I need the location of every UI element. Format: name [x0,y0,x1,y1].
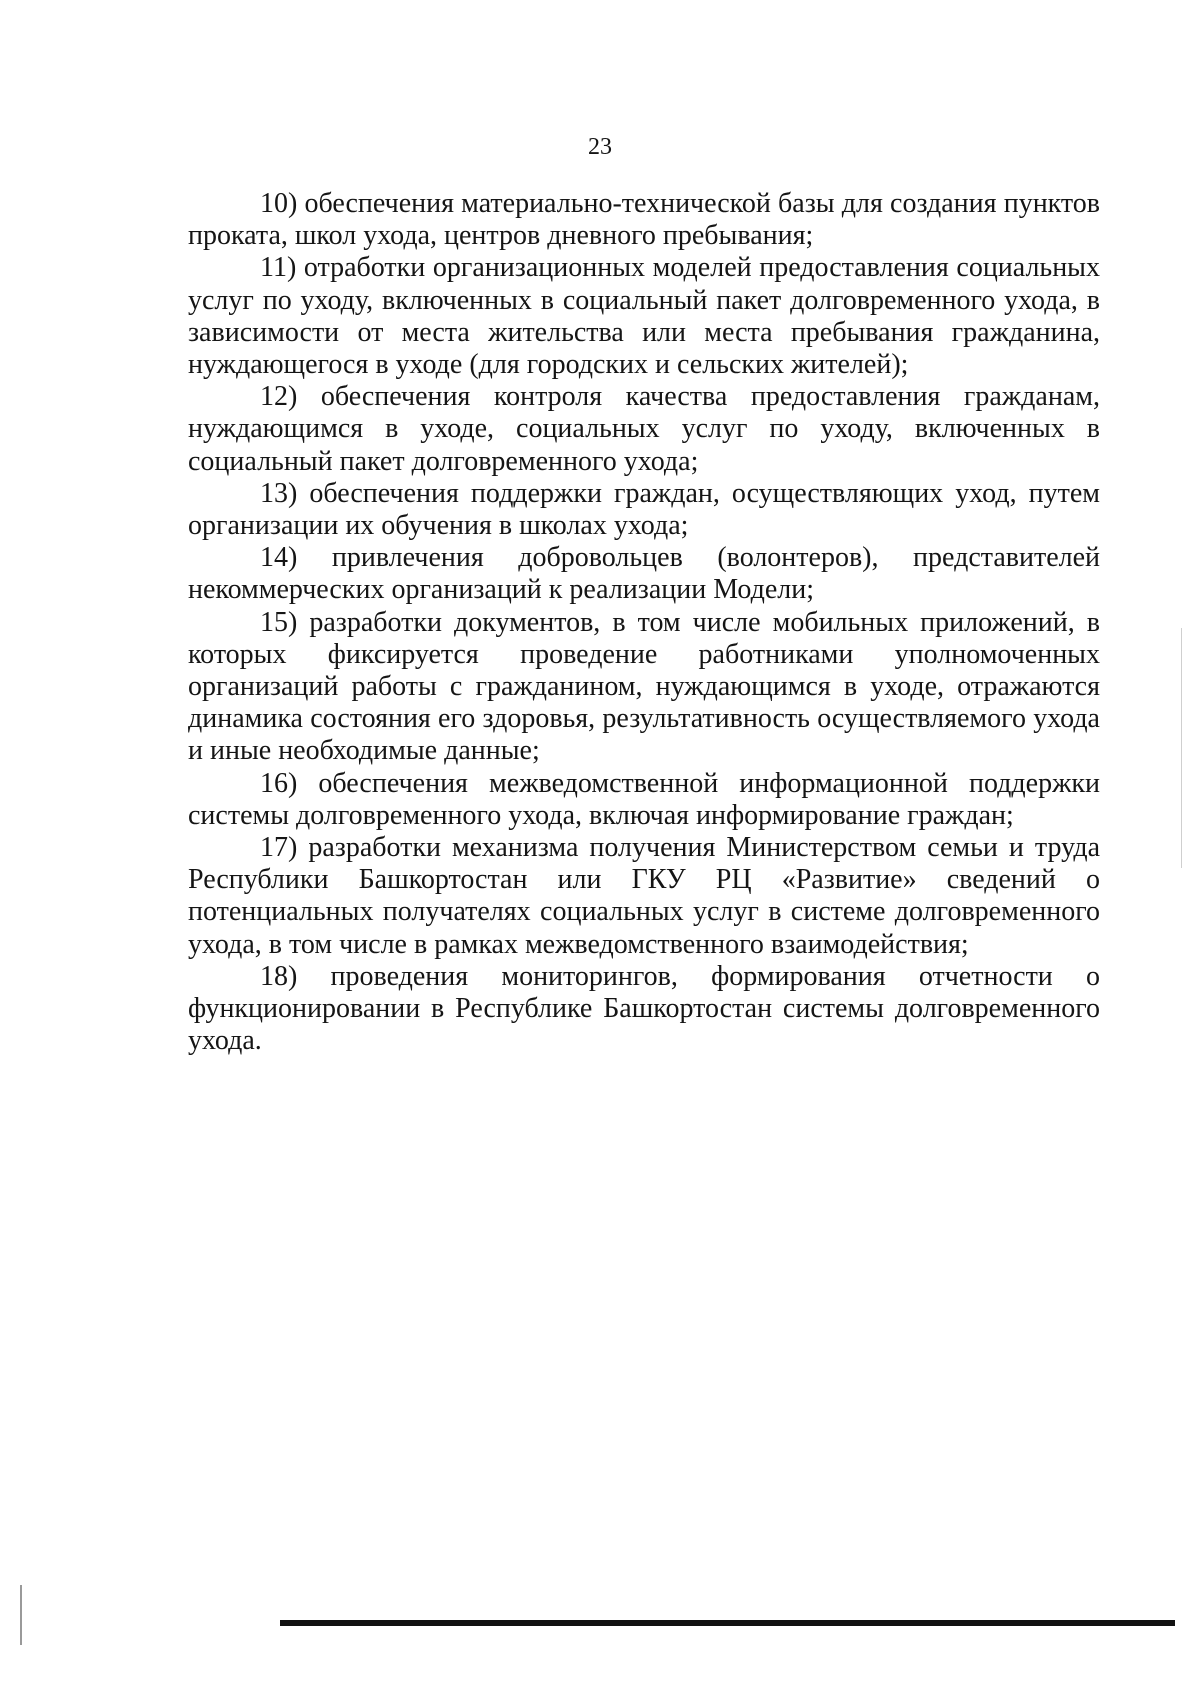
list-item-16: 16) обеспечения межведомственной информационной поддержки системы долговременного ухода, включая информирование граждан; [188,767,1100,831]
list-item-12: 12) обеспечения контроля качества предоставления гражданам, нуждающимся в уходе, социальных услуг по уходу, включенных в социальный пакет долговременного ухода; [188,381,1100,477]
list-item-17: 17) разработки механизма получения Министерством семьи и труда Республики Башкортостан или ГКУ РЦ «Развитие» сведений о потенциальных получателях социальных услуг в системе долговременного ухода, в том числе в рамках межведомственного взаимодействия; [188,832,1100,960]
scan-artifact-right [1181,628,1182,868]
list-item-14: 14) привлечения добровольцев (волонтеров), представителей некоммерческих организаций к реализации Модели; [188,542,1100,606]
bottom-rule-line [280,1620,1175,1626]
list-item-11: 11) отработки организационных моделей предоставления социальных услуг по уходу, включенных в социальный пакет долговременного ухода, в зависимости от места жительства или места пребывания гражданина, нуждающегося в уходе (для городских и сельских жителей); [188,252,1100,381]
list-item-13: 13) обеспечения поддержки граждан, осуществляющих уход, путем организации их обучения в школах ухода; [188,477,1100,542]
document-body [188,188,1100,1057]
page-number: 23 [588,134,612,160]
scan-artifact-left [20,1585,22,1645]
list-item-10: 10) обеспечения материально-технической базы для создания пунктов проката, школ ухода, центров дневного пребывания; [188,188,1100,252]
list-item-18: 18) проведения мониторингов, формирования отчетности о функционировании в Республике Башкортостан системы долговременного ухода. [188,960,1100,1057]
list-item-15: 15) разработки документов, в том числе мобильных приложений, в которых фиксируется проведение работниками уполномоченных организаций работы с гражданином, нуждающимся в уходе, отражаются динамика состояния его здоровья, результативность осуществляемого ухода и иные необходимые данные; [188,606,1100,767]
